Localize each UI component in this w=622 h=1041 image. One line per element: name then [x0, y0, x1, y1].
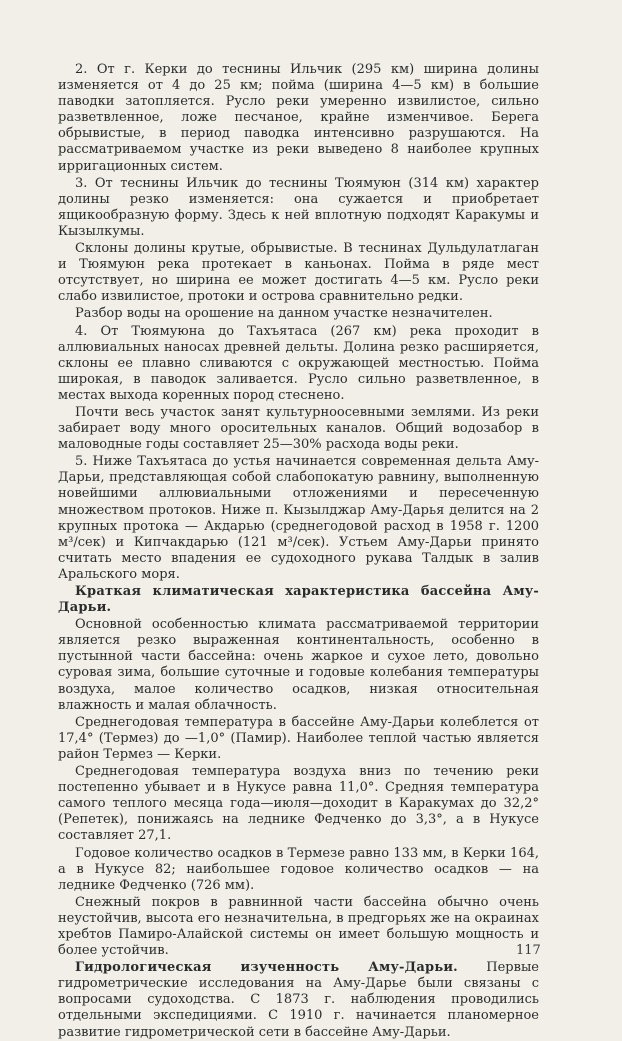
- paragraph-hydrology: [58, 960, 539, 1040]
- paragraph-slopes: Склоны долины крутые, обрывистые. В теснинах Дульдулатлаган и Тюямуюн река протекает в каньонах. Пойма в ряде мест отсутствует, но ширина ее может достигать 4—5 км. Русло реки слабо извилистое, протоки и острова сравнительно редки.: [58, 241, 539, 305]
- paragraph-kerki-ilchik: 2. От г. Керки до теснины Ильчик (295 км) ширина долины изменяется от 4 до 25 км; пойма (ширина 4—5 км) в большие паводки затопляется. Русло реки умеренно извилистое, сильно разветвленное, ложе песчаное, крайне изменчивое. Берега обрывистые, в период паводка интенсивно разрушаются. На рассматриваемом участке из реки выведено 8 наиболее крупных ирригационных систем.: [58, 62, 539, 174]
- paragraph-water-intake: Разбор воды на орошение на данном участке незначителен.: [75, 306, 493, 322]
- paragraph-precipitation: Годовое количество осадков в Термезе равно 133 мм, в Керки 164, а в Нукусе 82; наибольшее годовое количество осадков — на леднике Федченко (726 мм).: [58, 845, 539, 893]
- hydrology-text: Первые гидрометрические исследования на Аму-Дарье были связаны с вопросами судоходства. С 1873 г. наблюдения проводились отдельными экспедициями. С 1910 г. начинается планомерное развитие гидрометрической сети в бассейне Аму-Дарьи.: [58, 960, 539, 1040]
- section-heading-hydrology: Гидрологическая изученность Аму-Дарьи.: [75, 960, 458, 976]
- paragraph-temperature-downstream: Среднегодовая температура воздуха вниз по течению реки постепенно убывает и в Нукусе равна 11,0°. Средняя температура самого теплого месяца года—июля—доходит в Каракумах до 32,2° (Репетек), понижаясь на леднике Федченко до 3,3°, а в Нукусе составляет 27,1.: [58, 764, 539, 844]
- section-heading-climate: Краткая климатическая характеристика бассейна Аму-Дарьи.: [58, 584, 539, 616]
- paragraph-continentality: Основной особенностью климата рассматриваемой территории является резко выраженная континентальность, особенно в пустынной части бассейна: очень жаркое и сухое лето, довольно суровая зима, большие суточные и годовые колебания температуры воздуха, малое количество осадков, низкая относительная влажность и малая облачность.: [58, 617, 539, 713]
- page-number: 117: [516, 943, 541, 958]
- paragraph-mean-temperature: Среднегодовая температура в бассейне Аму-Дарьи колеблется от 17,4° (Термез) до —1,0° (Памир). Наиболее теплой частью является район Термез — Керки.: [58, 714, 539, 762]
- paragraph-snow-cover: Снежный покров в равнинной части бассейна обычно очень неустойчив, высота его незначительна, в предгорьях же на окраинах хребтов Памиро-Алайской системы он имеет большую мощность и более устойчив.: [58, 894, 539, 959]
- paragraph-cultivated-lands: Почти весь участок занят культурноосевными землями. Из реки забирает воду много оросительных каналов. Общий водозабор в маловодные годы составляет 25—30% расхода воды реки.: [58, 404, 539, 453]
- paragraph-ilchik-tyuyamuyun: 3. От теснины Ильчик до теснины Тюямуюн (314 км) характер долины резко изменяется: она сужается и приобретает ящикообразную форму. Здесь к ней вплотную подходят Каракумы и Кызылкумы.: [58, 175, 539, 239]
- page-text-block: [58, 62, 539, 1041]
- paragraph-delta: 5. Ниже Тахъятаса до устья начинается современная дельта Аму-Дарьи, представляющая собой слабопокатую равнину, выполненную новейшими аллювиальными отложениями и пересеченную множеством протоков. Ниже п. Кызылджар Аму-Дарья делится на 2 крупных протока — Акдарью (среднегодовой расход в 1958 г. 1200 м³/сек) и Кипчакдарью (121 м³/сек). Устьем Аму-Дарьи принято считать место впадения ее судоходного рукава Талдык в залив Аральского моря.: [58, 454, 539, 582]
- paragraph-tyuyamuyun-takhyatas: 4. От Тюямуюна до Тахъятаса (267 км) река проходит в аллювиальных наносах древней дельты. Долина резко расширяется, склоны ее плавно сливаются с окружающей местностью. Пойма широкая, в паводок заливается. Русло сильно разветвленное, в местах выхода коренных пород стеснено.: [58, 323, 539, 403]
